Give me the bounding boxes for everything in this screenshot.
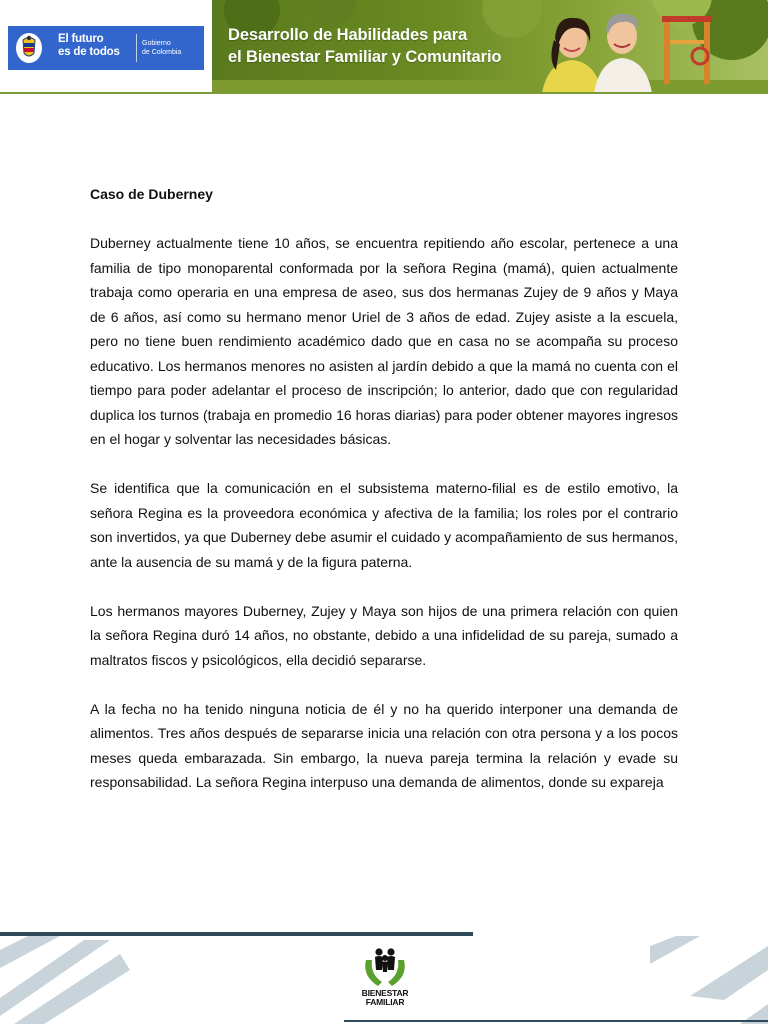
document-body: [90, 182, 678, 819]
course-banner: [212, 0, 768, 93]
paragraph-4: A la fecha no ha tenido ninguna noticia de él y no ha querido interponer una demanda de alimentos. Tres años después de separarse inicia una relación con otra persona y a los pocos meses queda embarazada. Sin embargo, la nueva pareja termina la relación y evade su responsabilidad. La señora Regina interpuso una demanda de alimentos, donde su expareja: [90, 700, 678, 790]
government-badge: [8, 26, 204, 70]
coat-of-arms-icon: [14, 31, 44, 65]
government-slogan: [58, 33, 120, 59]
slogan-line-2: es de todos: [58, 46, 120, 58]
badge-divider: [136, 34, 137, 62]
banner-title-line-1: Desarrollo de Habilidades para: [228, 26, 468, 44]
banner-title: [228, 24, 501, 68]
logo-text-line-1: BIENESTAR: [361, 988, 409, 998]
footer-divider-left: [0, 932, 473, 936]
header-divider: [0, 92, 768, 94]
footer-divider-bottom: [344, 1020, 768, 1022]
slogan-line-1: El futuro: [58, 33, 104, 45]
paragraph-2: Se identifica que la comunicación en el subsistema materno-filial es de estilo emotivo, la señora Regina es la proveedora económica y afectiva de la familia; los roles por el contrario son invertidos, ya que Duberney debe asumir el cuidado y acompañamiento de sus hermanos, ante la ausencia de su mamá y de la figura paterna.: [90, 480, 678, 570]
case-title: Caso de Duberney: [90, 186, 213, 202]
banner-title-line-2: el Bienestar Familiar y Comunitario: [228, 48, 502, 66]
logo-text-line-2: FAMILIAR: [365, 997, 405, 1007]
bienestar-familiar-logo: [356, 946, 414, 1012]
paragraph-1: Duberney actualmente tiene 10 años, se encuentra repitiendo año escolar, pertenece a una familia de tipo monoparental conformada por la señora Regina (mamá), quien actualmente trabaja como operaria en una empresa de aseo, sus dos hermanas Zujey de 9 años y Maya de 6 años, así como su hermano menor Uriel de 3 años de edad. Zujey asiste a la escuela, pero no tiene buen rendimiento académico dado que en casa no se acompaña su proceso educativo. Los hermanos menores no asisten al jardín debido a que la mamá no cuenta con el tiempo para poder adelantar el proceso de inscripción; lo anterior, dado que con regularidad duplica los turnos (trabaja en promedio 16 horas diarias) para poder obtener mayores ingresos en el hogar y solventar las necesidades básicas.: [90, 235, 678, 447]
paragraph-3: Los hermanos mayores Duberney, Zujey y Maya son hijos de una primera relación con quien la señora Regina duró 14 años, no obstante, debido a una infidelidad de su pareja, sumado a maltratos fiscos y psicológicos, ella decidió separarse.: [90, 602, 678, 668]
government-name-line-1: Gobierno: [142, 40, 171, 47]
government-name-line-2: de Colombia: [142, 49, 182, 56]
logo-wordmark: [356, 989, 414, 1007]
page-header: [0, 0, 768, 94]
family-hands-icon: [360, 946, 410, 988]
government-name: [142, 39, 181, 57]
